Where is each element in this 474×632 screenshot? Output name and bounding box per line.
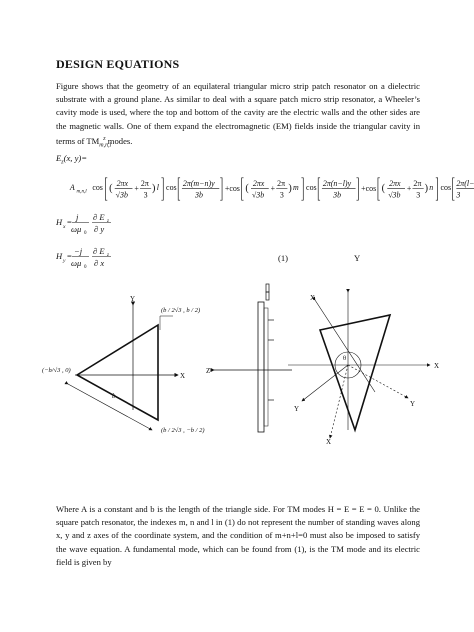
svg-text:): ) <box>288 182 292 194</box>
svg-text:0: 0 <box>84 265 87 270</box>
svg-text:0: 0 <box>84 231 87 236</box>
svg-text:+: + <box>406 183 412 193</box>
right-view <box>288 292 430 438</box>
svg-text:2π: 2π <box>413 179 422 189</box>
svg-text:∂ y: ∂ y <box>94 224 105 234</box>
ez-equation <box>56 175 474 203</box>
svg-text:=: = <box>67 251 72 261</box>
side-view <box>214 284 292 432</box>
svg-text:3b: 3b <box>195 190 203 200</box>
z-axis-text: Z <box>206 367 211 375</box>
svg-text:2π: 2π <box>277 179 286 189</box>
intro-tail: modes. <box>105 135 133 146</box>
right-x1-text: X <box>310 294 316 302</box>
svg-text:=: = <box>67 217 72 227</box>
svg-text:+cos: +cos <box>361 183 377 193</box>
hx-equation <box>56 210 126 236</box>
svg-text:√3b: √3b <box>251 190 265 200</box>
svg-text:+: + <box>134 183 139 193</box>
svg-text:∂ x: ∂ x <box>94 258 105 268</box>
right-x2-text: X <box>326 438 332 445</box>
svg-text:∂ E: ∂ E <box>93 212 105 222</box>
svg-text:): ) <box>152 182 156 194</box>
svg-text:(: ( <box>381 182 386 194</box>
svg-text:2πx: 2πx <box>116 179 129 189</box>
svg-text:(b / 2√3 , b / 2): (b / 2√3 , b / 2) <box>161 307 201 314</box>
svg-text:y: y <box>63 258 66 264</box>
patch-triangle-right <box>320 315 390 430</box>
svg-text:∂ E: ∂ E <box>93 246 105 256</box>
svg-text:cos: cos <box>306 182 317 192</box>
top-view <box>68 305 178 430</box>
svg-text:A: A <box>69 182 75 192</box>
svg-text:ωμ: ωμ <box>71 258 82 268</box>
svg-text:√3b: √3b <box>115 190 128 200</box>
svg-text:(−b/√3 , 0): (−b/√3 , 0) <box>42 367 71 374</box>
svg-text:3b: 3b <box>333 190 342 200</box>
right-y2-text: Y <box>410 400 416 408</box>
left-y-text: Y <box>130 295 136 303</box>
svg-text:ωμ: ωμ <box>71 224 82 234</box>
equation-number: (1) <box>278 253 289 263</box>
theta-text: θ <box>343 355 347 362</box>
intro-paragraph: Figure shows that the geometry of an equilateral triangular micro strip patch resonator on a dielectric substrate with a ground plane. As similar to deal with a square patch micro strip resonator, a Wheeler’s cavity mode is used, where the top and bottom of the cavity are the electric walls and the other sides are the magnetic walls. One of them expand the electromagnetic (EM) fields inside the triangular cavity in terms of $TM_{m,n,l}^z$ modes. <box>56 81 420 149</box>
hy-equation <box>56 244 136 270</box>
svg-text:√3b: √3b <box>388 190 401 200</box>
svg-text:m: m <box>293 182 299 192</box>
section-heading: DESIGN EQUATIONS <box>56 57 180 71</box>
svg-text:H: H <box>56 251 63 261</box>
svg-text:2π(m−n)y: 2π(m−n)y <box>182 179 215 189</box>
svg-text:−j: −j <box>74 246 83 256</box>
left-x-text: X <box>180 372 186 380</box>
right-figure-y-label: Y <box>354 253 361 263</box>
svg-text:+: + <box>270 183 276 193</box>
svg-text:H: H <box>56 217 63 227</box>
svg-text:3: 3 <box>279 190 284 200</box>
svg-text:2π(n−l)y: 2π(n−l)y <box>322 179 352 189</box>
svg-text:l: l <box>156 182 159 192</box>
side-length-dimension <box>68 384 152 430</box>
svg-text:j: j <box>76 212 79 222</box>
svg-text:(b / 2√3 , −b / 2): (b / 2√3 , −b / 2) <box>161 427 205 434</box>
intro-text: Figure shows that the geometry of an equilateral triangular micro strip patch resonator on a dielectric substrate with a ground plane. As similar to deal with a square patch micro strip resonator, a Wheeler’s cavity mode is used, where the top and bottom of the cavity are the electric walls and the other sides are the magnetic walls. One of them expand the electromagnetic (EM) fields inside the triangular cavity in terms of TM <box>56 81 420 146</box>
closing-paragraph: Where A is a constant and b is the length of the triangle side. For TM modes H = E = E = 0. Unlike the square patch resonator, the indexes m, n and l in (1) do not represent the number of standing waves along x, y and z axes of the coordinate system, and the condition of m+n+l=0 must also be imposed to satisfy the wave equation. A fundamental mode, which can be found from (1), is the TM mode and its electric field is given by <box>56 504 420 567</box>
patch-triangle-left <box>77 325 158 420</box>
svg-text:2πx: 2πx <box>252 179 265 189</box>
right-x-text: X <box>434 362 440 370</box>
svg-text:2π: 2π <box>140 179 149 189</box>
right-y1-text: Y <box>294 405 300 413</box>
svg-text:z: z <box>107 253 109 258</box>
svg-text:3: 3 <box>416 190 421 200</box>
svg-text:2πx: 2πx <box>389 179 401 189</box>
svg-text:+cos: +cos <box>224 183 240 193</box>
svg-text:n: n <box>429 182 434 192</box>
svg-text:(: ( <box>245 182 249 194</box>
side-b-text: b <box>112 392 116 400</box>
triangle-geometry-figure <box>30 280 450 445</box>
svg-text:(: ( <box>109 182 113 194</box>
svg-text:2π(l−: 2π(l− <box>456 179 474 189</box>
svg-text:z: z <box>107 219 109 224</box>
svg-text:m,n,l: m,n,l <box>76 188 87 195</box>
svg-text:): ) <box>424 182 429 194</box>
svg-text:cos: cos <box>166 182 177 192</box>
ez-label: $E_z(x$, y)= <box>56 153 88 166</box>
svg-text:3: 3 <box>143 190 148 200</box>
svg-text:x: x <box>63 224 66 230</box>
svg-text:cos: cos <box>92 182 103 192</box>
svg-text:3: 3 <box>456 190 461 200</box>
svg-text:cos: cos <box>440 182 452 192</box>
